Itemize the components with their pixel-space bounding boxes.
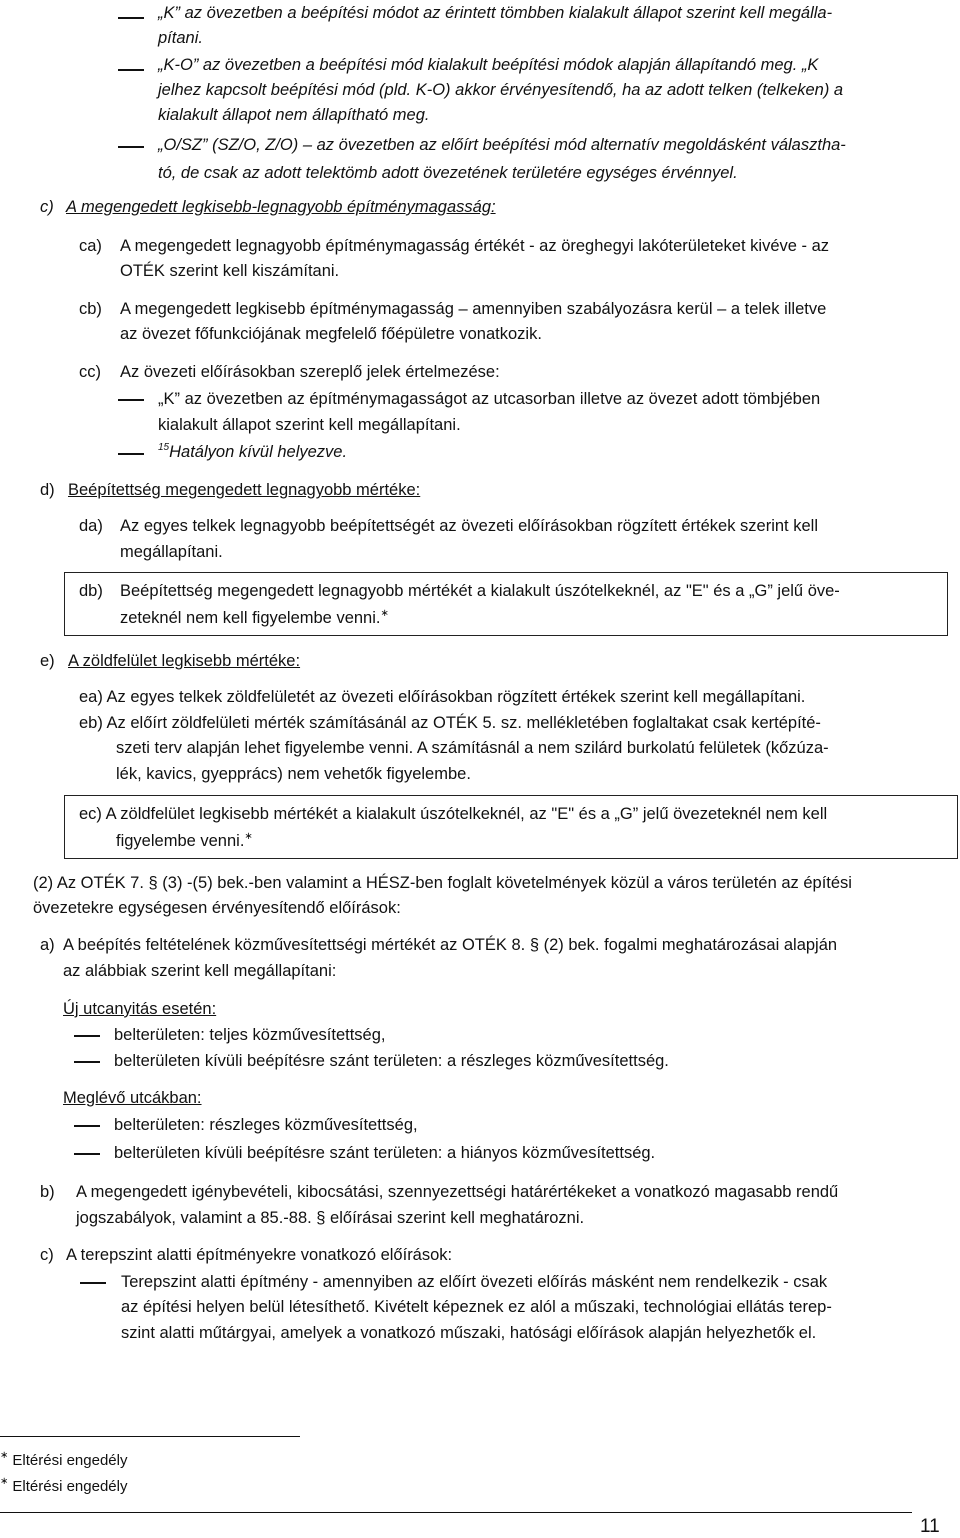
p2b-line1: A megengedett igénybevételi, kibocsátási, szennyezettségi határértékeket a vonatkozó magasabb rendű: [76, 1183, 839, 1201]
eb-line2: szeti terv alapján lehet figyelembe venni. A számításnál a nem szilárd burkolatú felületek (kőzúza-: [116, 739, 829, 757]
ea-text: ea) Az egyes telkek zöldfelületét az övezeti előírásokban rögzített értékek szerint kell megállapítani.: [79, 688, 806, 706]
footnote-2: [0, 1476, 127, 1498]
p2c-item-line1: Terepszint alatti építmény - amennyiben az előírt övezeti előírás másként nem rendelkezik - csak: [121, 1273, 828, 1291]
db-line1: Beépítettség megengedett legnagyobb mértékét a kialakult úszótelkeknél, az "E" és a „G” jelű öve-: [120, 582, 840, 600]
ca-line1: A megengedett legnagyobb építménymagasság értékét - az öreghegyi lakóterületeket kivéve - az: [120, 237, 830, 255]
p2c-item-line3: szint alatti műtárgyai, amelyek a vonatkozó műszaki, hatósági előírások alapján helyezhetők el.: [121, 1324, 817, 1342]
p2a-label: a): [40, 936, 55, 954]
new-street-item2: belterületen kívüli beépítésre szánt területen: a részleges közművesítettség.: [114, 1052, 669, 1070]
cc-item1-line1: „K” az övezetben az építménymagasságot az utcasorban illetve az övezet adott tömbjében: [158, 390, 821, 408]
p2a-line1: A beépítés feltételének közművesítettségi mértékét az OTÉK 8. § (2) bek. fogalmi meghatározásai alapján: [63, 936, 838, 954]
page-number: 11: [920, 1516, 940, 1537]
p2b-line2: jogszabályok, valamint a 85.-88. § előírásai szerint kell meghatározni.: [76, 1209, 585, 1227]
footnote-separator: [0, 1436, 300, 1437]
repealed-text: Hatályon kívül helyezve.: [169, 443, 348, 461]
cb-label: cb): [79, 300, 102, 318]
existing-street-title: Meglévő utcákban:: [63, 1089, 202, 1107]
ec-line1: ec) A zöldfelület legkisebb mértékét a kialakult úszótelkeknél, az "E" és a „G” jelű övezeteknél nem kell: [79, 805, 828, 823]
da-label: da): [79, 517, 103, 535]
section-c-label: c): [40, 198, 54, 216]
p2b-label: b): [40, 1183, 55, 1201]
cc-item1-line2: kialakult állapot szerint kell megállapítani.: [158, 416, 461, 434]
ec-line2: [116, 830, 253, 852]
section-d-label: d): [40, 481, 55, 499]
db-line2: [120, 607, 389, 629]
cb-line2: az övezet főfunkciójának megfelelő főépületre vonatkozik.: [120, 325, 542, 343]
db-line2-text: zeteknél nem kell figyelembe venni.: [120, 609, 381, 627]
p2c-label: c): [40, 1246, 54, 1264]
existing-street-item2: belterületen kívüli beépítésre szánt területen: a hiányos közművesítettség.: [114, 1144, 656, 1162]
item-ko-line2: jelhez kapcsolt beépítési mód (pld. K-O) akkor érvényesítendő, ha az adott telken (telkeken) a: [158, 81, 844, 99]
list-dash: [74, 1035, 100, 1037]
list-dash: [118, 17, 144, 19]
p2a-line2: az alábbiak szerint kell megállapítani:: [63, 962, 337, 980]
footer-rule: [0, 1512, 912, 1513]
footnote-ref-mark: ∗: [244, 831, 253, 842]
eb-line1: eb) Az előírt zöldfelületi mérték számításánál az OTÉK 5. sz. mellékletében foglaltakat csak kertépíté-: [79, 714, 821, 732]
section-e-title: A zöldfelület legkisebb mértéke:: [68, 652, 301, 670]
item-ko-line3: kialakult állapot nem állapítható meg.: [158, 106, 430, 124]
cc-label: cc): [79, 363, 101, 381]
paragraph-2-line2: övezetekre egységesen érvényesítendő előírások:: [33, 899, 401, 917]
footnote-ref-mark: ∗: [380, 608, 389, 619]
list-dash: [74, 1153, 100, 1155]
ec-line2-text: figyelembe venni.: [116, 832, 245, 850]
list-dash: [118, 146, 144, 148]
da-line2: megállapítani.: [120, 543, 223, 561]
footnote-1: [0, 1450, 127, 1472]
item-osz-line2: tó, de csak az adott telektömb adott övezetének területére egységes érvénnyel.: [158, 164, 738, 182]
p2c-item-line2: az építési helyen belül létesíthető. Kivételt képeznek ez alól a műszaki, technológiai ellátás terep-: [121, 1298, 832, 1316]
new-street-item1: belterületen: teljes közművesítettség,: [114, 1026, 386, 1044]
section-e-label: e): [40, 652, 55, 670]
footnote-ref-15: 15: [158, 442, 170, 453]
item-osz-line1: „O/SZ” (SZ/O, Z/O) – az övezetben az előírt beépítési mód alternatív megoldásként választha-: [158, 136, 846, 154]
eb-line3: lék, kavics, gyepprács) nem vehetők figyelembe.: [116, 765, 471, 783]
ca-line2: OTÉK szerint kell kiszámítani.: [120, 262, 340, 280]
footnote-text: Eltérési engedély: [12, 1478, 128, 1495]
cc-text: Az övezeti előírásokban szereplő jelek értelmezése:: [120, 363, 500, 381]
da-line1: Az egyes telkek legnagyobb beépítettségét az övezeti előírásokban rögzített értékek szerint kell: [120, 517, 818, 535]
list-dash: [74, 1125, 100, 1127]
list-dash: [118, 69, 144, 71]
list-dash: [118, 453, 144, 455]
existing-street-item1: belterületen: részleges közművesítettség,: [114, 1116, 418, 1134]
paragraph-2-line1: (2) Az OTÉK 7. § (3) -(5) bek.-ben valamint a HÉSZ-ben foglalt követelmények közül a város területén az építési: [33, 874, 852, 892]
db-label: db): [79, 582, 103, 600]
ca-label: ca): [79, 237, 102, 255]
p2c-title: A terepszint alatti építményekre vonatkozó előírások:: [66, 1246, 453, 1264]
footnote-mark: ∗: [0, 1476, 9, 1487]
item-ko-line1: „K-O” az övezetben a beépítési mód kialakult beépítési módok alapján állapítandó meg. „K: [158, 56, 819, 74]
list-dash: [74, 1061, 100, 1063]
section-d-title: Beépítettség megengedett legnagyobb mértéke:: [68, 481, 421, 499]
cc-item2: [158, 441, 347, 463]
section-c-title: A megengedett legkisebb-legnagyobb építménymagasság:: [66, 198, 496, 216]
new-street-title: Új utcanyitás esetén:: [63, 1000, 217, 1018]
list-dash: [118, 399, 144, 401]
item-k-line2: pítani.: [158, 29, 203, 47]
cb-line1: A megengedett legkisebb építménymagasság – amennyiben szabályozásra kerül – a telek illetve: [120, 300, 827, 318]
item-k-line1: „K” az övezetben a beépítési módot az érintett tömbben kialakult állapot szerint kell megálla-: [158, 4, 833, 22]
footnote-text: Eltérési engedély: [12, 1452, 128, 1469]
footnote-mark: ∗: [0, 1450, 9, 1461]
list-dash: [80, 1282, 106, 1284]
